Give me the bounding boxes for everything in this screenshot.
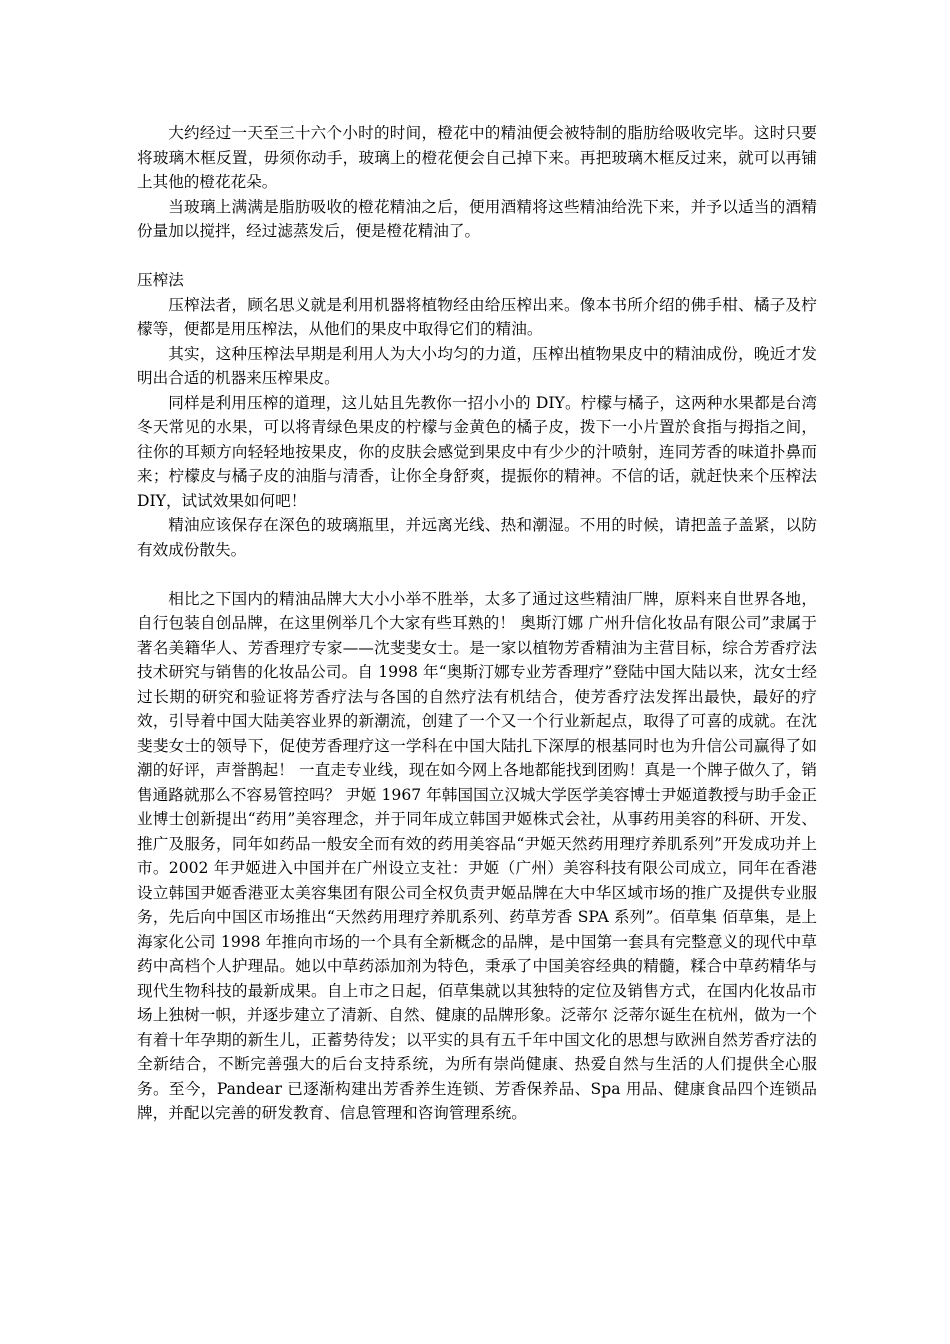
paragraph: 当玻璃上满满是脂肪吸收的橙花精油之后，便用酒精将这些精油给洗下来，并予以适当的酒精份量加以搅拌，经过滤蒸发后，便是橙花精油了。 <box>137 197 817 240</box>
paragraph: 其实，这种压榨法早期是利用人为大小均匀的力道，压榨出植物果皮中的精油成份，晚近才发明出合适的机器来压榨果皮。 <box>137 344 817 387</box>
paragraph: 压榨法者，顾名思义就是利用机器将植物经由给压榨出来。像本书所介绍的佛手柑、橘子及柠檬等，便都是用压榨法，从他们的果皮中取得它们的精油。 <box>137 295 817 338</box>
paragraph-gap <box>137 244 817 269</box>
paragraph: 同样是利用压榨的道理，这儿姑且先教你一招小小的 DIY。柠檬与橘子，这两种水果都是台湾冬天常见的水果，可以将青绿色果皮的柠檬与金黄色的橘子皮，拨下一小片置於食指与拇指之间，往你的耳颊方向轻轻地按果皮，你的皮肤会感觉到果皮中有少少的汁喷射，连同芳香的味道扑鼻而来；柠檬皮与橘子皮的油脂与清香，让你全身舒爽，提振你的精神。不信的话，就赶快来个压榨法 DIY，试试效果如何吧！ <box>137 393 817 510</box>
paragraph-gap <box>137 562 817 587</box>
paragraph: 大约经过一天至三十六个小时的时间，橙花中的精油便会被特制的脂肪给吸收完毕。这时只要将玻璃木框反置，毋须你动手，玻璃上的橙花便会自己掉下来。再把玻璃木框反过来，就可以再铺上其他的橙花花朵。 <box>137 124 817 191</box>
document-body <box>137 121 817 1126</box>
section-heading: 压榨法 <box>137 271 184 289</box>
paragraph: 精油应该保存在深色的玻璃瓶里，并远离光线、热和潮湿。不用的时候，请把盖子盖紧，以防有效成份散失。 <box>137 516 817 559</box>
paragraph-brands: 相比之下国内的精油品牌大大小小举不胜举，太多了通过这些精油厂牌，原料来自世界各地，自行包装自创品牌，在这里例举几个大家有些耳熟的！ 奥斯汀娜 广州升信化妆品有限公司”隶属于著名美籍华人、芳香理疗专家——沈斐斐女士。是一家以植物芳香精油为主营目标，综合芳香疗法技术研究与销售的化妆品公司。自 1998 年“奥斯汀娜专业芳香理疗”登陆中国大陆以来，沈女士经过长期的研究和验证将芳香疗法与各国的自然疗法有机结合，使芳香疗法发挥出最快，最好的疗效，引导着中国大陆美容业界的新潮流，创建了一个又一个行业新起点，取得了可喜的成就。在沈斐斐女士的领导下，促使芳香理疗这一学科在中国大陆扎下深厚的根基同时也为升信公司赢得了如潮的好评，声誉鹊起！ 一直走专业线，现在如今网上各地都能找到团购！真是一个牌子做久了，销售通路就那么不容易管控吗？ 尹姬 1967 年韩国国立汉城大学医学美容博士尹姬道教授与助手金正业博士创新提出“药用”美容理念，并于同年成立韩国尹姬株式会社，从事药用美容的科研、开发、推广及服务，同年如药品一般安全而有效的药用美容品“尹姬天然药用理疗养肌系列”开发成功并上市。2002 年尹姬进入中国并在广州设立支社：尹姬（广州）美容科技有限公司成立，同年在香港设立韩国尹姬香港亚太美容集团有限公司全权负责尹姬品牌在大中华区域市场的推广及提供专业服务，先后向中国区市场推出“天然药用理疗养肌系列、药草芳香 SPA 系列”。佰草集 佰草集，是上海家化公司 1998 年推向市场的一个具有全新概念的品牌，是中国第一套具有完整意义的现代中草药中高档个人护理品。她以中草药添加剂为特色，秉承了中国美容经典的精髓，糅合中草药精华与现代生物科技的最新成果。自上市之日起，佰草集就以其独特的定位及销售方式，在国内化妆品市场上独树一帜，并逐步建立了清新、自然、健康的品牌形象。泛蒂尔 泛蒂尔诞生在杭州，做为一个有着十年孕期的新生儿，正蓄势待发；以平实的具有五千年中国文化的思想与欧洲自然芳香疗法的全新结合，不断完善强大的后台支持系统，为所有崇尚健康、热爱自然与生活的人们提供全心服务。至今，Pandear 已逐渐构建出芳香养生连锁、芳香保养品、Spa 用品、健康食品四个连锁品牌，并配以完善的研发教育、信息管理和咨询管理系统。 <box>137 589 817 1122</box>
